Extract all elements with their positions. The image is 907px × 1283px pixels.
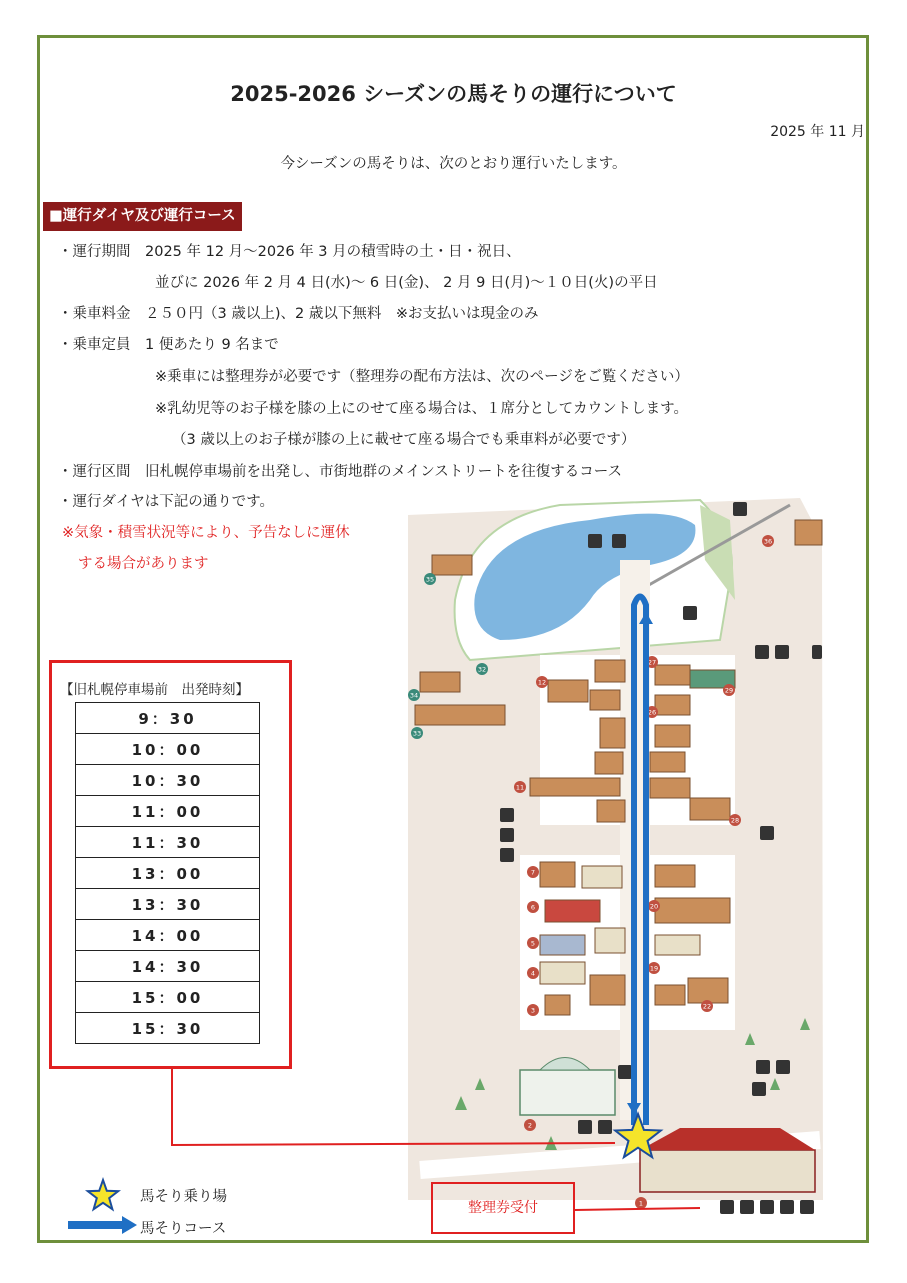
map-marker-number: 22 [702,1002,712,1011]
departure-time: 11：00 [76,796,260,827]
map-marker-number: 6 [530,903,536,912]
table-row [76,1013,260,1044]
table-row [76,889,260,920]
table-row [76,920,260,951]
table-row [76,982,260,1013]
departure-time: 14：30 [76,951,260,982]
map-marker-number: 1 [638,1199,644,1208]
capacity-line: ・乗車定員 1 便あたり 9 名まで [58,337,279,353]
station-building [640,1150,815,1192]
table-row [76,858,260,889]
map-marker-number: 12 [537,678,547,687]
map-marker-number: 33 [412,729,422,738]
table-row [76,827,260,858]
green-building [520,1070,615,1115]
table-row [76,796,260,827]
route-line: ・運行区間 旧札幌停車場前を出発し、市街地群のメインストリートを往復するコース [58,464,623,480]
departure-time: 10：30 [76,765,260,796]
fare-line: ・乗車料金 ２５０円（3 歳以上)、2 歳以下無料 ※お支払いは現金のみ [58,306,539,322]
map-marker-number: 27 [647,658,657,667]
issue-date: 2025 年 11 月 [770,124,865,140]
departure-time: 15：30 [76,1013,260,1044]
schedule-line: ・運行ダイヤは下記の通りです。 [58,494,275,510]
map-marker-number: 2 [527,1121,533,1130]
legend-course-label: 馬そりコース [140,1221,227,1237]
ticket-reception-label: 整理券受付 [431,1182,575,1234]
map-marker-number: 5 [530,939,536,948]
map-marker-number: 36 [763,537,773,546]
table-row [76,951,260,982]
departure-time: 9：30 [76,703,260,734]
ticket-connector [575,1208,700,1210]
warning-line-1: ※気象・積雪状況等により、予告なしに運休 [62,525,350,541]
map-marker-number: 20 [649,902,659,911]
map-marker-number: 35 [425,575,435,584]
map-marker-number: 4 [530,969,536,978]
departure-time: 13：30 [76,889,260,920]
page-title: 2025-2026 シーズンの馬そりの運行について [230,82,677,106]
departure-time: 10：00 [76,734,260,765]
warning-line-2: する場合があります [78,556,209,572]
map-marker-number: 32 [477,665,487,674]
ticket-note: ※乗車には整理券が必要です（整理券の配布方法は、次のページをご覧ください） [155,369,689,385]
table-row [76,703,260,734]
departure-time: 14：00 [76,920,260,951]
departure-time: 13：00 [76,858,260,889]
infant-note-2: （3 歳以上のお子様が膝の上に載せて座る場合でも乗車料が必要です） [172,432,636,448]
timetable [75,702,260,1044]
period-line-2: 並びに 2026 年 2 月 4 日(水)～ 6 日(金)、 2 月 9 日(月)～１０日(火)の平日 [155,275,658,291]
period-line-1: ・運行期間 2025 年 12 月～2026 年 3 月の積雪時の土・日・祝日、 [58,244,521,260]
map-marker-number: 26 [647,708,657,717]
table-row [76,765,260,796]
map-marker-number: 34 [409,691,419,700]
table-row [76,734,260,765]
map-marker-number: 29 [724,686,734,695]
infant-note: ※乳幼児等のお子様を膝の上にのせて座る場合は、１席分としてカウントします。 [155,401,688,417]
legend-star-icon [88,1180,118,1209]
map-marker-number: 19 [649,964,659,973]
departure-time: 11：30 [76,827,260,858]
timetable-heading: 【旧札幌停車場前 出発時刻】 [60,682,249,698]
section-heading: ■運行ダイヤ及び運行コース [43,202,242,231]
map-marker-number: 7 [530,868,536,877]
intro-text: 今シーズンの馬そりは、次のとおり運行いたします。 [280,156,627,172]
map-marker-number: 3 [530,1006,536,1015]
map-marker-number: 11 [515,783,525,792]
legend-arrow-icon [68,1221,124,1229]
departure-time: 15：00 [76,982,260,1013]
map-marker-number: 28 [730,816,740,825]
legend-stop-label: 馬そり乗り場 [140,1189,227,1205]
